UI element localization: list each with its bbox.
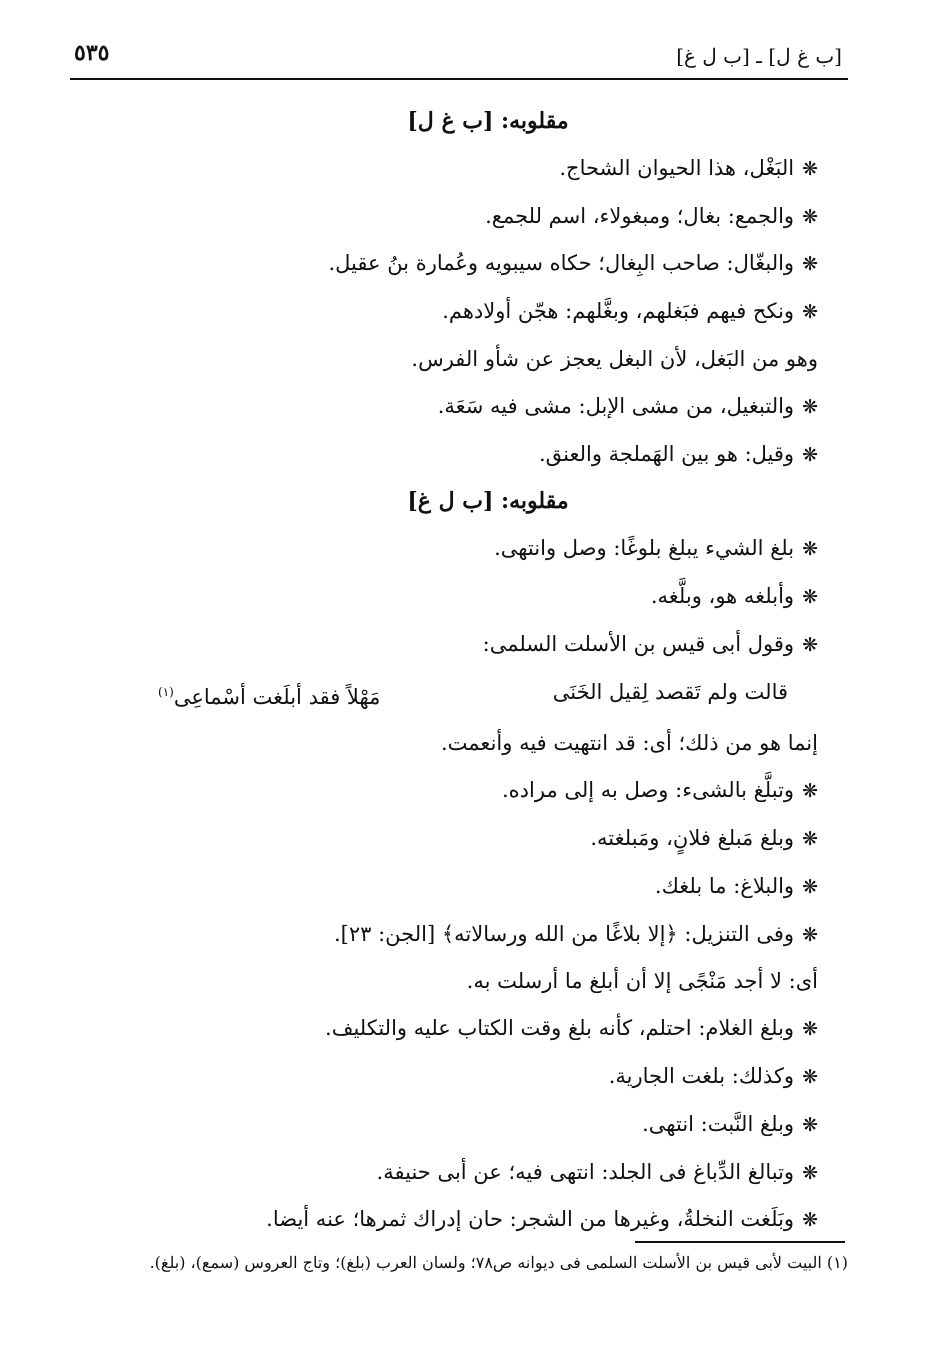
entry-line [118,767,818,815]
entry-line [118,288,818,336]
bullet-symbol: ❋ [802,1161,818,1184]
bullet-symbol: ❋ [802,1018,818,1041]
footnote-rule [635,1241,845,1243]
header-rule [70,78,848,80]
entry-text: وهو من البَغل، لأن البغل يعجز عن شأو الفرس. [411,346,818,371]
bullet-symbol: ❋ [802,395,818,418]
page-number: ٥٣٥ [74,40,110,66]
entry-text: أى: لا أجد مَنْجًى إلا أن أبلغ ما أرسلت به. [466,969,818,994]
footnote [78,1248,848,1277]
entry-line [118,145,818,193]
main-text [118,98,818,1244]
entry-text: وبَلَغت النخلةُ، وغيرها من الشجر: حان إدراك ثمرها؛ عنه أيضا. [266,1207,795,1232]
entry-text: والجمع: بغال؛ ومبغولاء، اسم للجمع. [485,203,795,228]
section-heading: مقلوبه: [ب ل غ] [407,488,569,515]
bullet-symbol: ❋ [802,205,818,228]
section-heading: مقلوبه: [ب غ ل] [407,108,569,134]
bullet-symbol: ❋ [802,443,818,466]
entry-line [118,383,818,431]
bullet-symbol: ❋ [802,253,818,276]
entry-text: وبلغ مَبلغ فلانٍ، ومَبلغته. [590,825,795,850]
entry-line [118,863,818,911]
entry-text: وتبالغ الدِّباغ فى الجلد: انتهى فيه؛ عن أبى حنيفة. [376,1159,795,1184]
entry-text: وبلغ النَّبت: انتهى. [642,1111,795,1136]
entry-text: وتبلَّغ بالشىء: وصل به إلى مراده. [502,778,795,803]
entry-line [118,240,818,288]
entry-line [118,1053,818,1101]
entry-line [118,911,818,959]
entry-line [118,720,818,767]
bullet-symbol: ❋ [802,633,818,656]
entry-text: ونكح فيهم فبَغلهم، وبغَّلهم: هجّن أولادهم. [442,299,795,324]
entry-line [118,193,818,241]
entry-text: والبلاغ: ما بلغك. [654,873,795,898]
entry-line [118,1149,818,1197]
bullet-symbol: ❋ [802,1113,818,1136]
entry-text: بلغ الشيء يبلغ بلوغًا: وصل وانتهى. [494,536,795,561]
footnote-marker: (١) [826,1253,848,1272]
entry-line [118,431,818,479]
entry-text: وكذلك: بلغت الجارية. [608,1063,795,1088]
bullet-symbol: ❋ [802,301,818,324]
entry-text: وقيل: هو بين الهَملجة والعنق. [538,441,795,466]
bullet-symbol: ❋ [802,157,818,180]
entry-text: إنما هو من ذلك؛ أى: قد انتهيت فيه وأنعمت. [441,731,818,756]
poetry-verse [118,669,818,721]
bullet-symbol: ❋ [802,827,818,850]
entry-text: وقول أبى قيس بن الأسلت السلمى: [482,631,795,656]
running-head: [ب غ ل] ـ [ب ل غ] [676,44,842,68]
entry-text: وفى التنزيل: ﴿إلا بلاغًا من الله ورسالاته﴾ [الجن: ٢٣]. [333,921,795,946]
bullet-symbol: ❋ [802,1065,818,1088]
entry-text: وبلغ الغلام: احتلم، كأنه بلغ وقت الكتاب عليه والتكليف. [325,1016,795,1041]
verse-first-hemistich: قالت ولم تَقصد لِقيل الخَنَى [552,679,788,704]
entry-text: وأبلغه هو، وبلَّغه. [650,583,795,608]
verse-second-text: مَهْلاً فقد أبلَغت أسْماعِى [173,684,381,709]
entry-line [118,525,818,573]
footnote-text: البيت لأبى قيس بن الأسلت السلمى فى ديوانه ص٧٨؛ ولسان العرب (بلغ)؛ وتاج العروس (سمع)، (بلغ). [149,1253,822,1272]
bullet-symbol: ❋ [802,875,818,898]
entry-line [118,815,818,863]
entry-line [118,573,818,621]
bullet-symbol: ❋ [802,585,818,608]
bullet-symbol: ❋ [802,538,818,561]
footnote-reference: (١) [158,684,174,699]
entry-text: والبغّال: صاحب البِغال؛ حكاه سيبويه وعُمارة بنُ عقيل. [328,251,795,276]
bullet-symbol: ❋ [802,923,818,946]
entry-line [118,336,818,383]
entry-line [118,1101,818,1149]
verse-second-hemistich [158,669,380,721]
entry-text: والتبغيل، من مشى الإبل: مشى فيه سَعَة. [437,393,795,418]
entry-line [118,1005,818,1053]
bullet-symbol: ❋ [802,780,818,803]
entry-line [118,958,818,1005]
entry-line [118,621,818,669]
entry-text: البَغْل، هذا الحيوان الشحاج. [559,155,795,180]
entry-line [118,1196,818,1244]
bullet-symbol: ❋ [802,1209,818,1232]
